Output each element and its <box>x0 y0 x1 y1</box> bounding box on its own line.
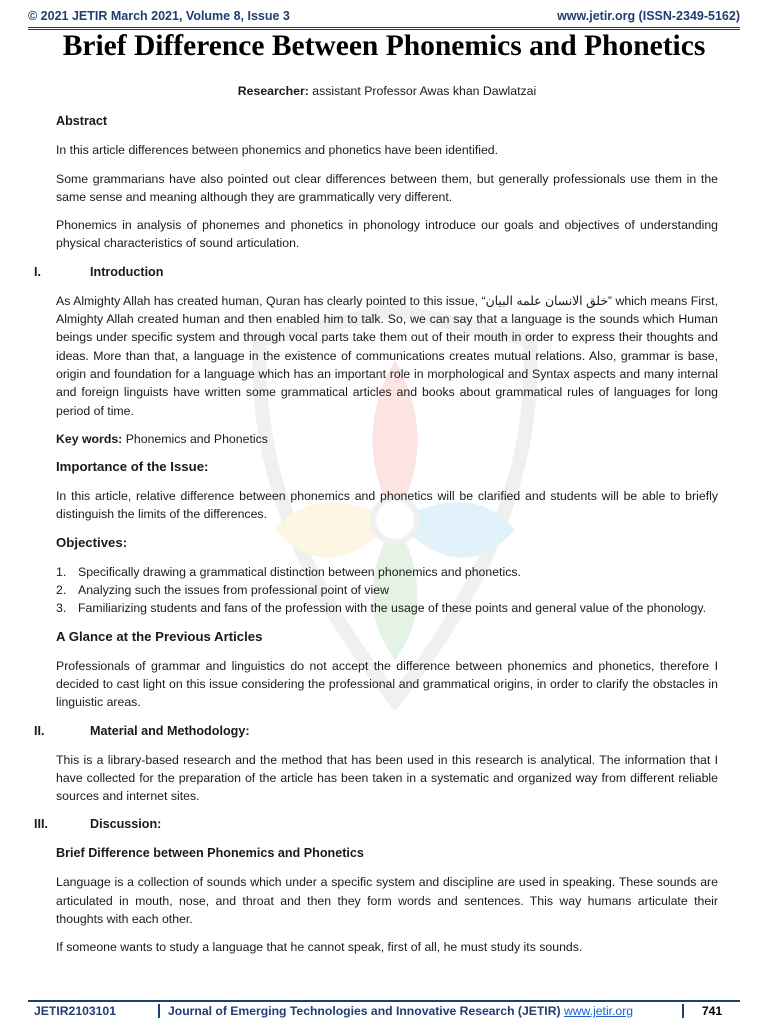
journal-title: Journal of Emerging Technologies and Innovative Research (JETIR) <box>168 1004 564 1018</box>
method-number: II. <box>34 723 45 738</box>
researcher-name: assistant Professor Awas khan Dawlatzai <box>308 84 537 98</box>
quran-quote: خلق الانسان علمه البيان <box>485 293 608 308</box>
objectives-heading: Objectives: <box>56 534 128 550</box>
importance-paragraph: In this article, relative difference between phonemics and phonetics will be clarified and students will be able to briefly distinguish the limits of the differences. <box>56 489 718 522</box>
list-item <box>56 599 718 617</box>
intro-text-start: As Almighty Allah has created human, Quran has clearly pointed to this issue, “ <box>56 293 486 308</box>
introduction-heading <box>22 263 718 281</box>
list-item-text: Familiarizing students and fans of the profession with the usage of these points and general value of the phonology. <box>78 601 706 616</box>
researcher-line <box>56 82 718 100</box>
discussion-paragraph-2: If someone wants to study a language that he cannot speak, first of all, he must study its sounds. <box>56 940 583 955</box>
abstract-paragraph-2: Some grammarians have also pointed out clear differences between them, but generally professionals use them in the same sense and meaning although they are grammatically very different. <box>56 171 718 204</box>
journal-name <box>160 1004 684 1018</box>
glance-paragraph: Professionals of grammar and linguistics do not accept the difference between phonemics and phonetics, therefore I decided to cast light on this issue considering the professional and grammatical origins, in order to clarify the obstacles in linguistic areas. <box>56 658 718 710</box>
discussion-number: III. <box>34 817 48 832</box>
list-item-number: 1. <box>56 564 67 579</box>
abstract-paragraph-1: In this article differences between phonemics and phonetics have been identified. <box>56 143 499 158</box>
discussion-title: Discussion: <box>90 817 162 832</box>
discussion-heading <box>22 815 718 833</box>
paper-body <box>34 82 719 967</box>
list-item-text: Specifically drawing a grammatical distinction between phonemics and phonetics. <box>78 564 521 579</box>
journal-link[interactable]: www.jetir.org <box>563 1004 634 1018</box>
method-paragraph: This is a library-based research and the method that has been used in this research is analytical. The information that I have collected for the preparation of the article has been taken in a systematic and organized way from different reliable sources and internet sites. <box>56 752 718 804</box>
list-item <box>56 581 718 599</box>
header-citation: © 2021 JETIR March 2021, Volume 8, Issue 3 <box>28 9 290 23</box>
importance-heading: Importance of the Issue: <box>56 459 209 475</box>
introduction-number: I. <box>34 264 41 279</box>
list-item-number: 2. <box>56 583 67 598</box>
paper-title: Brief Difference Between Phonemics and Phonetics <box>62 30 706 62</box>
list-item-number: 3. <box>56 601 67 616</box>
page-footer <box>28 1000 740 1020</box>
page-number: 741 <box>701 1004 723 1018</box>
introduction-paragraph <box>56 292 718 420</box>
researcher-label: Researcher: <box>237 84 309 98</box>
list-item-text: Analyzing such the issues from professional point of view <box>78 583 389 598</box>
method-heading <box>22 722 718 740</box>
list-item <box>56 563 718 581</box>
abstract-heading: Abstract <box>56 114 108 129</box>
keywords-line <box>56 430 718 448</box>
keywords-label: Key words: <box>56 431 123 446</box>
introduction-title: Introduction <box>90 264 164 279</box>
glance-heading: A Glance at the Previous Articles <box>56 628 263 644</box>
article-code: JETIR2103101 <box>28 1004 160 1018</box>
discussion-paragraph-1: Language is a collection of sounds which under a specific system and discipline are used in speaking. These sounds are articulated in mouth, nose, and throat and then they form words and sentences. This way humans articulate their thoughts with each other. <box>56 875 718 927</box>
keywords-value: Phonemics and Phonetics <box>122 431 268 446</box>
objectives-list <box>56 563 718 618</box>
discussion-subheading: Brief Difference between Phonemics and Phonetics <box>56 846 364 861</box>
method-title: Material and Methodology: <box>90 723 250 738</box>
intro-text-rest: ” which means First, Almighty Allah created human and then enabled him to talk. So, we can say that a language is the sounds which Human beings under specific system and through vocal parts take them out of their mouth in order to express their thoughts and ideas. More than that, a language in the existence of communications creates mutual relations. Also, grammar is base, origin and foundation for a language which has an important role in morphological and Syntax aspects and many internal and foreign linguists have written some grammatical articles and books about grammatical rules of languages for long period of time. <box>56 293 719 418</box>
page-header <box>28 5 740 30</box>
abstract-paragraph-3: Phonemics in analysis of phonemes and phonetics in phonology introduce our goals and objectives of understanding physical characteristics of sound articulation. <box>56 218 718 251</box>
header-website-link[interactable]: www.jetir.org (ISSN-2349-5162) <box>557 9 740 23</box>
